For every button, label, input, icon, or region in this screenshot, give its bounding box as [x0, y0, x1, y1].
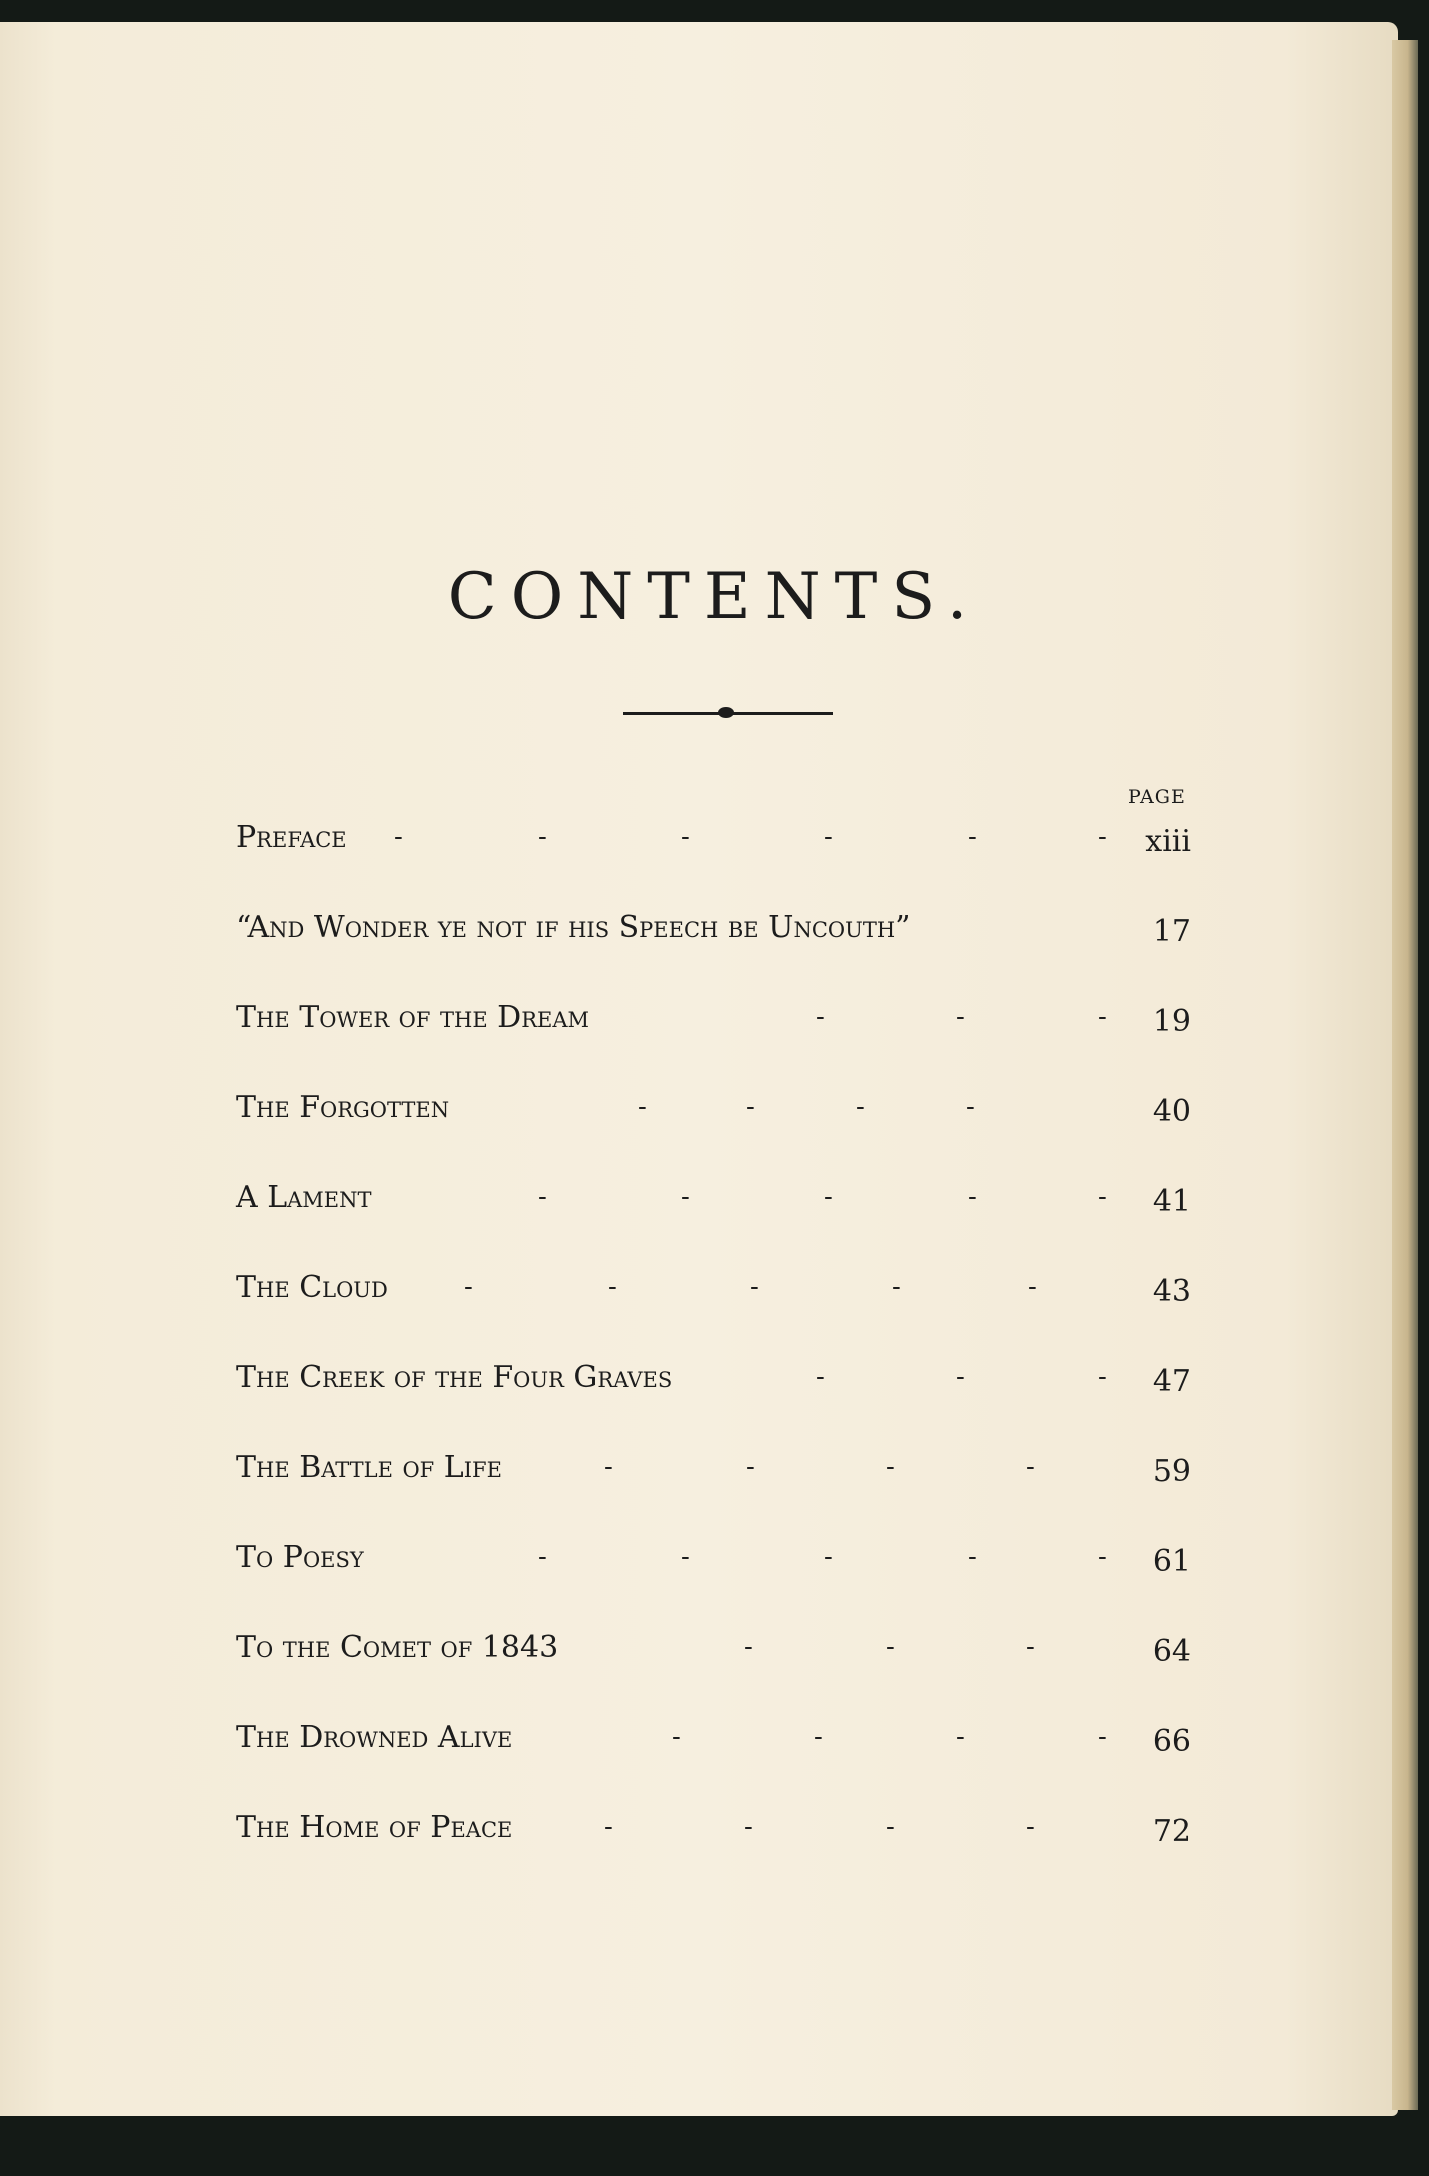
toc-entry — [236, 1000, 1191, 1050]
toc-page-number: 40 — [1152, 1094, 1191, 1129]
leader-dash: - — [1026, 1812, 1035, 1842]
leader-dash: - — [956, 1722, 965, 1752]
toc-page-number: 19 — [1152, 1004, 1191, 1039]
toc-title: The Home of Peace — [236, 1810, 513, 1845]
leader-dash: - — [672, 1722, 681, 1752]
page-column-label: PAGE — [1128, 786, 1186, 808]
leader-dash: - — [968, 1182, 977, 1212]
leader-dash: - — [956, 1362, 965, 1392]
leader-dash: - — [746, 1092, 755, 1122]
toc-title: Preface — [236, 820, 347, 855]
leader-dash: - — [1098, 1722, 1107, 1752]
leader-dash: - — [1026, 1632, 1035, 1662]
contents-heading: CONTENTS. — [447, 560, 982, 634]
toc-title: The Creek of the Four Graves — [236, 1360, 673, 1395]
toc-title: The Tower of the Dream — [236, 1000, 590, 1035]
toc-page-number: xiii — [1145, 824, 1191, 859]
toc-page-number: 61 — [1152, 1544, 1191, 1579]
leader-dash: - — [886, 1632, 895, 1662]
toc-title: The Forgotten — [236, 1090, 450, 1125]
leader-dash: - — [1098, 1362, 1107, 1392]
leader-dash: - — [886, 1452, 895, 1482]
leader-dash: - — [604, 1812, 613, 1842]
leader-dash: - — [816, 1362, 825, 1392]
toc-page-number: 64 — [1152, 1634, 1191, 1669]
leader-dash: - — [1098, 822, 1107, 852]
book-page — [0, 22, 1398, 2116]
leader-dash: - — [744, 1812, 753, 1842]
toc-page-number: 47 — [1152, 1364, 1191, 1399]
leader-dash: - — [814, 1722, 823, 1752]
leader-dash: - — [1098, 1542, 1107, 1572]
toc-title: To Poesy — [236, 1540, 364, 1575]
toc-entry — [236, 1450, 1191, 1500]
toc-entry — [236, 1090, 1191, 1140]
leader-dash: - — [1098, 1182, 1107, 1212]
leader-dash: - — [856, 1092, 865, 1122]
toc-entry — [236, 1360, 1191, 1410]
toc-title: The Cloud — [236, 1270, 388, 1305]
ornamental-rule-dot — [718, 707, 734, 718]
leader-dash: - — [604, 1452, 613, 1482]
toc-page-number: 41 — [1152, 1184, 1191, 1219]
leader-dash: - — [464, 1272, 473, 1302]
toc-entry — [236, 910, 1191, 960]
toc-title: “And Wonder ye not if his Speech be Uncouth” — [236, 910, 911, 945]
leader-dash: - — [538, 1182, 547, 1212]
toc-entry — [236, 1180, 1191, 1230]
toc-page-number: 59 — [1152, 1454, 1191, 1489]
leader-dash: - — [824, 1182, 833, 1212]
leader-dash: - — [744, 1632, 753, 1662]
leader-dash: - — [886, 1812, 895, 1842]
toc-entry — [236, 1270, 1191, 1320]
toc-entry — [236, 820, 1191, 870]
toc-entry — [236, 1810, 1191, 1860]
leader-dash: - — [824, 822, 833, 852]
toc-entry — [236, 1540, 1191, 1590]
leader-dash: - — [638, 1092, 647, 1122]
toc-entry — [236, 1720, 1191, 1770]
leader-dash: - — [1026, 1452, 1035, 1482]
toc-page-number: 66 — [1152, 1724, 1191, 1759]
toc-title: A Lament — [236, 1180, 372, 1215]
leader-dash: - — [966, 1092, 975, 1122]
page-edge — [1392, 40, 1418, 2110]
leader-dash: - — [1028, 1272, 1037, 1302]
leader-dash: - — [824, 1542, 833, 1572]
leader-dash: - — [681, 1182, 690, 1212]
leader-dash: - — [681, 1542, 690, 1572]
leader-dash: - — [538, 822, 547, 852]
leader-dash: - — [394, 822, 403, 852]
toc-page-number: 17 — [1152, 914, 1191, 949]
toc-page-number: 72 — [1152, 1814, 1191, 1849]
toc-title: The Battle of Life — [236, 1450, 502, 1485]
leader-dash: - — [746, 1452, 755, 1482]
leader-dash: - — [892, 1272, 901, 1302]
leader-dash: - — [956, 1002, 965, 1032]
toc-entry — [236, 1630, 1191, 1680]
toc-page-number: 43 — [1152, 1274, 1191, 1309]
leader-dash: - — [968, 1542, 977, 1572]
leader-dash: - — [608, 1272, 617, 1302]
leader-dash: - — [681, 822, 690, 852]
toc-title: The Drowned Alive — [236, 1720, 513, 1755]
leader-dash: - — [816, 1002, 825, 1032]
leader-dash: - — [1098, 1002, 1107, 1032]
leader-dash: - — [968, 822, 977, 852]
toc-title: To the Comet of 1843 — [236, 1630, 559, 1665]
leader-dash: - — [750, 1272, 759, 1302]
leader-dash: - — [538, 1542, 547, 1572]
